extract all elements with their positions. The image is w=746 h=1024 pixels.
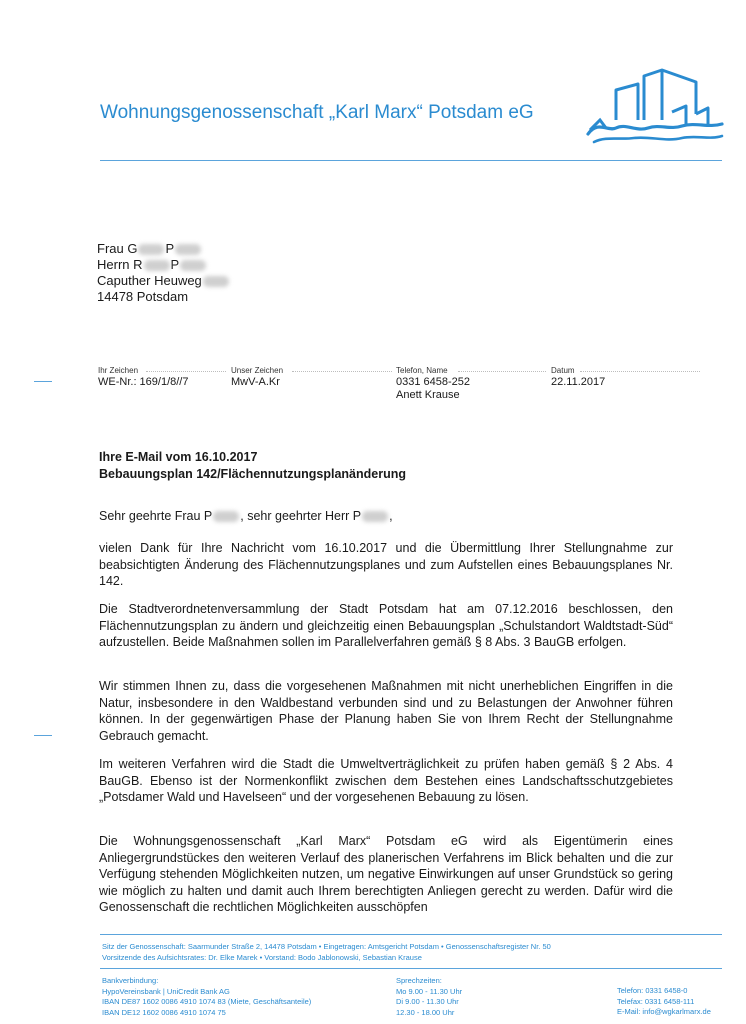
unser-zeichen-value: MwV-A.Kr <box>231 376 280 388</box>
redaction-blur <box>138 244 164 255</box>
subject-line-1: Ihre E-Mail vom 16.10.2017 <box>99 450 258 464</box>
footer-rule <box>100 934 722 935</box>
salutation <box>99 509 393 523</box>
datum-label: Datum <box>551 366 575 375</box>
dotted-separator <box>580 371 700 373</box>
recipient-line-2: Herrn R <box>97 257 143 272</box>
dotted-separator <box>146 371 226 373</box>
recipient-line-1-initial: P <box>165 241 175 256</box>
footer-bank <box>102 976 311 1018</box>
recipient-address <box>97 241 230 305</box>
subject <box>99 449 406 483</box>
recipient-street: Caputher Heuweg <box>97 273 202 288</box>
salutation-part-3: , <box>389 509 393 523</box>
dotted-separator <box>458 371 546 373</box>
redaction-blur <box>203 276 229 287</box>
paragraph-4: Im weiteren Verfahren wird die Stadt die Umweltverträglichkeit zu prüfen haben gemäß § 2 Abs. 4 BauGB. Ebenso ist der Normenkonflikt zwischen dem Bestehen eines Landschaftsschutzgebietes „Potsdamer Wald und Havelseen“ und der vorgesehenen Bebauung zu lösen. <box>99 757 673 804</box>
telefon-label: Telefon, Name <box>396 366 448 375</box>
redaction-blur <box>175 244 201 255</box>
punch-mark <box>34 735 52 736</box>
paragraph-2: Die Stadtverordnetenversammlung der Stadt Potsdam hat am 07.12.2016 beschlossen, den Flächennutzungsplan zu ändern und gleichzeitig einen Bebauungsplan „Schulstandort Waldtstadt-Süd“ aufzustellen. Beide Maßnahmen sollen im Parallelverfahren gemäß § 8 Abs. 3 BauGB erfolgen. <box>99 602 673 649</box>
paragraph-3: Wir stimmen Ihnen zu, dass die vorgesehenen Maßnahmen mit nicht unerheblichen Eingriffen in die Natur, insbesondere in den Waldbestand verbunden sind und zu Belastungen der Anwohner führen können. In der gegenwärtigen Phase der Planung haben Sie von Ihrem Recht der Stellungnahme Gebrauch gemacht. <box>99 679 673 743</box>
hours-monday: Mo 9.00 - 11.30 Uhr <box>396 986 463 996</box>
footer-contact <box>617 986 711 1018</box>
bank-iban-2: IBAN DE12 1602 0086 4910 1074 75 <box>102 1007 226 1017</box>
redaction-blur <box>144 260 170 271</box>
salutation-part-2: , sehr geehrter Herr P <box>240 509 362 523</box>
unser-zeichen-label: Unser Zeichen <box>231 366 284 375</box>
hours-title: Sprechzeiten: <box>396 976 442 985</box>
salutation-part-1: Sehr geehrte Frau P <box>99 509 213 523</box>
bank-title: Bankverbindung: <box>102 976 159 985</box>
bank-name: HypoVereinsbank | UniCredit Bank AG <box>102 986 230 996</box>
ihr-zeichen-label: Ihr Zeichen <box>98 366 139 375</box>
paragraph-5: Die Wohnungsgenossenschaft „Karl Marx“ Potsdam eG wird als Eigentümerin eines Anliegergrundstückes den weiteren Verlauf des planerischen Verfahrens im Blick behalten und die zur Verfügung stehenden Möglichkeiten nutzen, um negative Einwirkungen auf unser Grundstück so gering wie möglich zu halten und damit auch Ihrem berechtigten Anliegen gerecht zu werden. Dafür wird die Genossenschaft die rechtlichen Möglichkeiten ausschöpfen <box>99 834 673 914</box>
paragraph-1: vielen Dank für Ihre Nachricht vom 16.10.2017 und die Übermittlung Ihrer Stellungnahme zur beabsichtigten Änderung des Flächennutzungsplanes und zum Aufstellen eines Bebauungsplanes Nr. 142. <box>99 541 673 588</box>
contact-phone: Telefon: 0331 6458-0 <box>617 986 688 995</box>
datum-value: 22.11.2017 <box>551 376 606 388</box>
company-logo <box>586 68 724 150</box>
recipient-line-2-initial: P <box>170 257 180 272</box>
ihr-zeichen-value: WE-Nr.: 169/1/8//7 <box>98 376 189 388</box>
contact-name: Anett Krause <box>396 389 460 401</box>
header-rule <box>100 160 722 161</box>
redaction-blur <box>362 511 388 522</box>
bank-iban-1: IBAN DE87 1602 0086 4910 1074 83 (Miete, Geschäftsanteile) <box>102 997 312 1006</box>
fold-mark <box>34 381 52 382</box>
redaction-blur <box>213 511 239 522</box>
organization-name: Wohnungsgenossenschaft „Karl Marx“ Potsdam eG <box>100 102 534 123</box>
recipient-city: 14478 Potsdam <box>97 289 189 304</box>
footer-rule-2 <box>100 968 722 969</box>
redaction-blur <box>180 260 206 271</box>
hours-tuesday-afternoon: 12.30 - 18.00 Uhr <box>396 1007 455 1017</box>
hours-tuesday: Di 9.00 - 11.30 Uhr <box>396 997 459 1006</box>
footer-registration: Sitz der Genossenschaft: Saarmunder Straße 2, 14478 Potsdam • Eingetragen: Amtsgericht Potsdam • Genossenschaftsregister Nr. 50 <box>102 942 551 951</box>
subject-line-2: Bebauungsplan 142/Flächennutzungsplanänderung <box>99 467 406 481</box>
footer-board: Vorsitzende des Aufsichtsrates: Dr. Elke Marek • Vorstand: Bodo Jablonowski, Sebastian Krause <box>102 953 422 962</box>
contact-email: E-Mail: info@wgkarlmarx.de <box>617 1007 711 1016</box>
telefon-value: 0331 6458-252 <box>396 376 471 388</box>
dotted-separator <box>292 371 392 373</box>
recipient-line-1: Frau G <box>97 241 138 256</box>
footer-hours <box>396 976 462 1018</box>
contact-fax: Telefax: 0331 6458-111 <box>617 996 695 1006</box>
